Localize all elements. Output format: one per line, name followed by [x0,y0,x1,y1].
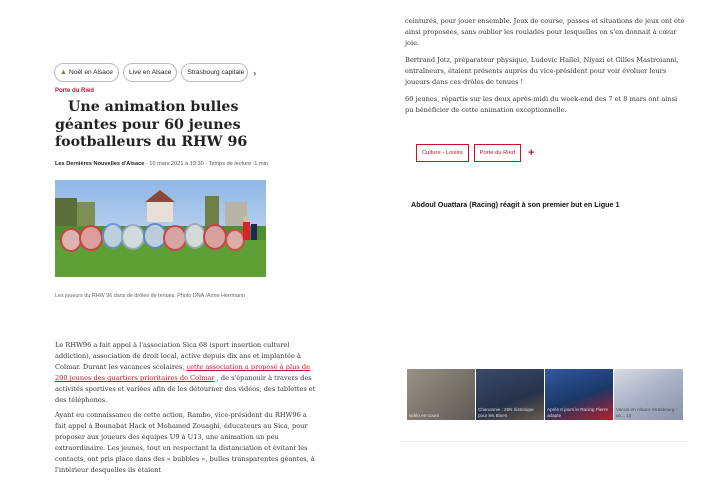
byline-meta: - 10 mars 2021 à 19:30 - Temps de lecture :1 min [144,161,268,167]
article-photo [55,180,266,277]
byline [55,161,268,167]
tree-icon: ▲ [60,69,67,76]
article-title: Une animation bulles géantes pour 60 jeunes footballeurs du RHW 96 [55,99,248,150]
article-body-left [55,340,317,480]
video-thumbnail[interactable]: Chanonnie : 26N historique pour les Blues [476,369,544,420]
video-title[interactable]: Abdoul Ouattara (Racing) réagit à son premier but en Ligue 1 [411,200,620,209]
paragraph: 60 jeunes, répartis sur les deux après-midi du week-end des 7 et 8 mars ont ainsi pu bénéficier de cette animation exceptionnelle. [405,95,678,114]
tag-pill-strasbourg[interactable] [181,63,248,82]
tag-pill-live[interactable] [123,63,178,82]
tag-pill-label: Strasbourg capitale [187,69,245,76]
tag-pill-label: Noël en Alsace [68,69,113,76]
video-thumbnail[interactable]: Vaccin en Alsace Strasbourg : un... 10 [614,369,683,420]
tags-nav [54,63,256,82]
add-icon[interactable]: + [528,147,535,159]
inline-link[interactable]: cette association a proposé à plus de 200 jeunes des quartiers prioritaires de Colmar [55,363,310,382]
article-body-right [405,16,687,122]
divider [400,441,688,442]
video-carousel [407,369,683,420]
tag-pill-noel[interactable] [54,63,119,82]
paragraph: Bertrand Jotz, préparateur physique, Ludovic Hallel, Niyazi et Gilles Mastroianni, entraîneurs, étaient présents auprès du vice-président pour voir évoluer leurs joueurs dans ces drôles de tenues ! [405,56,679,86]
tag-culture-loisirs[interactable]: Culture - Loisirs [416,144,469,162]
paragraph: Ayant eu connaissance de cette action, Rambo, vice-président du RHW96 a fait appel à Bounabat Hack et Mohamed Zouaghi, éducateurs au Sica, pour proposer aux joueurs des équipes U9 à U13, une animation un peu extraordinaire. Les jeunes, tout en respectant la distanciation et évitant les contacts, ont pris place dans des « bubbles », bulles transparentes géantes, à l'intérieur desquelles ils étaient [55,411,315,474]
tag-pill-label: Live en Alsace [128,69,172,76]
video-thumbnail[interactable]: Après 8 jours le Racing Pierre adapte [545,369,613,420]
tag-porte-du-ried[interactable]: Porte du Ried [474,144,521,162]
paragraph: ceinturés, pour jouer ensemble. Jeux de course, passes et situations de jeux ont été ainsi proposées, sans oublier les roulades pour lesquelles on s'en donnait à cœur joie. [405,17,685,47]
section-kicker[interactable]: Porte du Ried [55,88,95,94]
article-tags [416,144,534,162]
video-thumbnail[interactable]: vidéo en cours [407,369,475,420]
chevron-right-icon[interactable]: › [253,67,257,78]
byline-source: Les Dernières Nouvelles d'Alsace [55,161,145,167]
photo-caption: Les joueurs du RHW 96 dans de drôles de tenues. Photo DNA /Anne Herrmann [55,293,245,299]
paragraph: Le RHW96 a fait appel à l'association Sica 68 (sport insertion culturel addiction), association de droit local, active depuis dix ans et implantée à Colmar. Durant les vacances scolaires, cette association a proposé à plus de 200 jeunes des quartiers prioritaires de Colmar , de s'épanouir à travers des activités sportives et variées afin de les détourner des vidéos, des tablettes et des téléphones. [55,341,316,404]
